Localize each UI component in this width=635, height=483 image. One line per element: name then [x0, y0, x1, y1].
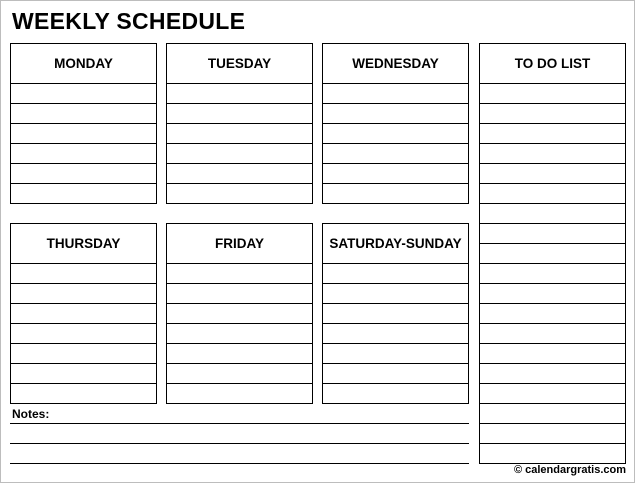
schedule-line [11, 364, 156, 384]
schedule-line [323, 304, 468, 324]
schedule-line [167, 384, 312, 404]
schedule-line [11, 324, 156, 344]
day-header-monday: MONDAY [11, 44, 156, 84]
schedule-line [11, 304, 156, 324]
schedule-line [11, 284, 156, 304]
day-header-thursday: THURSDAY [11, 224, 156, 264]
schedule-line [167, 184, 312, 204]
schedule-line [11, 344, 156, 364]
todo-line [480, 184, 625, 204]
notes-line [10, 463, 469, 464]
notes-label: Notes: [12, 407, 50, 421]
todo-line [480, 404, 625, 424]
schedule-line [323, 104, 468, 124]
schedule-line [167, 124, 312, 144]
schedule-line [323, 384, 468, 404]
todo-list-header: TO DO LIST [480, 44, 625, 84]
todo-line [480, 84, 625, 104]
day-header-wednesday: WEDNESDAY [323, 44, 468, 84]
schedule-line [11, 104, 156, 124]
schedule-line [167, 304, 312, 324]
todo-line [480, 244, 625, 264]
schedule-line [167, 284, 312, 304]
schedule-line [323, 124, 468, 144]
day-box-friday [166, 223, 313, 404]
schedule-line [167, 144, 312, 164]
notes-line [10, 423, 469, 424]
todo-line [480, 284, 625, 304]
schedule-line [323, 164, 468, 184]
schedule-line [11, 164, 156, 184]
todo-line [480, 144, 625, 164]
todo-line [480, 124, 625, 144]
day-box-saturday-sunday [322, 223, 469, 404]
schedule-line [167, 264, 312, 284]
todo-line [480, 384, 625, 404]
schedule-line [167, 84, 312, 104]
schedule-line [323, 184, 468, 204]
notes-line [10, 443, 469, 444]
todo-line [480, 224, 625, 244]
schedule-line [11, 124, 156, 144]
schedule-line [11, 264, 156, 284]
todo-line [480, 324, 625, 344]
schedule-line [323, 284, 468, 304]
todo-line [480, 444, 625, 464]
schedule-line [167, 324, 312, 344]
schedule-line [167, 164, 312, 184]
todo-line [480, 164, 625, 184]
day-box-thursday [10, 223, 157, 404]
page-title: WEEKLY SCHEDULE [12, 8, 246, 34]
schedule-line [323, 264, 468, 284]
day-box-wednesday [322, 43, 469, 204]
schedule-line [323, 144, 468, 164]
todo-list-box [479, 43, 626, 464]
todo-line [480, 304, 625, 324]
day-header-saturday-sunday: SATURDAY-SUNDAY [323, 224, 468, 264]
schedule-line [323, 324, 468, 344]
schedule-line [323, 364, 468, 384]
schedule-line [11, 144, 156, 164]
day-box-monday [10, 43, 157, 204]
todo-line [480, 204, 625, 224]
schedule-line [11, 84, 156, 104]
schedule-line [167, 344, 312, 364]
schedule-line [11, 184, 156, 204]
schedule-line [323, 84, 468, 104]
todo-line [480, 344, 625, 364]
schedule-line [323, 344, 468, 364]
day-box-tuesday [166, 43, 313, 204]
day-header-tuesday: TUESDAY [167, 44, 312, 84]
todo-line [480, 104, 625, 124]
schedule-line [167, 104, 312, 124]
todo-line [480, 424, 625, 444]
footer-credit: © calendargratis.com [513, 464, 626, 476]
day-header-friday: FRIDAY [167, 224, 312, 264]
schedule-line [11, 384, 156, 404]
todo-line [480, 264, 625, 284]
todo-line [480, 364, 625, 384]
schedule-line [167, 364, 312, 384]
